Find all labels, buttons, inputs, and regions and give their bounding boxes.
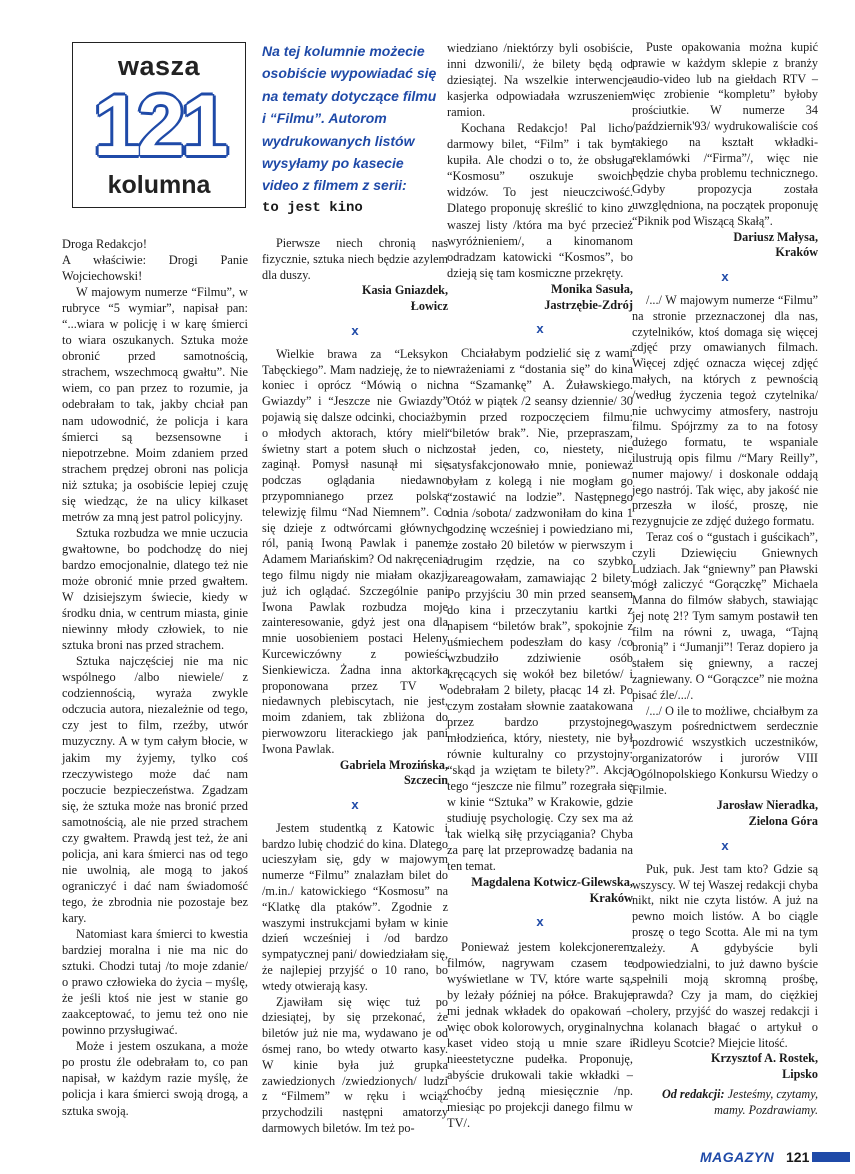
editor-note: [632, 1087, 818, 1119]
letter-separator: x: [721, 269, 729, 285]
letter-paragraph: Teraz coś o “gustach i guścikach”, czyli Dziewięciu Gniewnych Ludziach. Jak “gniewny” pan Pławski mógł zaliczyć “Gorączkę” Michaela Manna do filmów słabych, stawiając jej notę 2!? Tym samym postawił ten film na równi z, uwaga, “Tajną bronią” i “Jumanji”! Teraz dopiero ja stałem się gniewny, a raczej zagniewany. O “Gorączce” nie można pisać źle/.../.: [632, 529, 818, 702]
text-column-4: [632, 40, 818, 1119]
letter-signature: Jastrzębie-Zdrój: [544, 297, 633, 312]
letter-paragraph: /.../ W majowym numerze “Filmu” na stronie przeznaczonej dla nas, czytelników, ktoś domaga się więcej zdjęć przy omawianych filmach. Więcej zdjęć oznacza więcej zdjęć małych, na których z pewnością /według życzenia tegoż czytelnika/ nie uchwycimy atmosfery, nastroju filmu. Spójrzmy za to na fotosy dużego formatu, te wspaniale ilustrują opis filmu /“Mary Reilly”, numer majowy/ i doskonale oddają jego nastrój. Tak więc, aby jakość nie przeszła w ilość, proszę, nie rezygnujcie ze zdjęć dużego formatu.: [632, 292, 818, 529]
editor-note-label: Od redakcji:: [661, 1087, 725, 1101]
letter-signature: Kasia Gniazdek,: [361, 283, 448, 298]
letter-paragraph: Jestem studentką z Katowic i bardzo lubię chodzić do kina. Dlatego ucieszyłam się, gdy w majowym numerze “Filmu” znalazłam bilet do /m.in./ katowickiego “Kosmosu” na “Klatkę dla ptaków”. Zgodnie z waszymi instrukcjami byłam w kinie dzień wcześniej i /od bardzo sympatycznej pani/ dowiedziałam się, że najlepiej przyjść o 10 rano, bo wtedy otwierają kasy.: [262, 820, 448, 993]
editor-note-text: Jesteśmy, czytamy, mamy. Pozdrawiamy.: [714, 1087, 818, 1117]
page-footer: [700, 1146, 850, 1168]
letter-signature: Kraków: [589, 891, 633, 906]
page-number: 121: [786, 1149, 810, 1165]
letter-paragraph: Sztuka rozbudza we mnie uczucia gwałtowne, bo podchodzę do niej bardzo emocjonalnie, dlatego też nie może obronić mnie przed gwałtem. W dzisiejszym świecie, kiedy w środku dnia, w centrum miasta, ginie niewinny młody człowiek, to nie sztuka broni nas przed strachem.: [62, 525, 248, 653]
column-intro: [262, 40, 442, 219]
logo-word-bottom: kolumna: [107, 171, 211, 199]
logo-word-top: wasza: [117, 51, 201, 81]
letter-paragraph: Wielkie brawa za “Leksykon Tabęckiego”. Mam nadzieję, że to nie koniec i oprócz “Mówią o nich Gwiazdy” i “Jeszcze nie Gwiazdy” pojawią się dalsze odcinki, chociażby o młodych aktorach, który mieli świetny start a potem słuch o nich zaginął. Pomysł nasunął mi się podczas oglądania niedawno przypomnianego przez polską telewizję filmu “Nad Niemnem”. Co się dzieje z odtwórcami głównych ról, panią Iwoną Pawlak i panem Adamem Mariańskim? Od nakręcenia tego filmu nigdy nie miałam okazji już ich oglądać. Szczególnie pani Iwona Pawlak rozbudza moje zainteresowanie, gdyż jest ona dla mnie uosobieniem postaci Heleny Kurcewiczówny z powieści Sienkiewicza. Żadna inna aktorka proponowana przez TV w niedawnych plebiscytach, nie jest, moim zdaniem, tak zbliżona do pierwowzoru literackiego jak pani Iwona Pawlak.: [262, 346, 448, 756]
letter-paragraph: Chciałabym podzielić się z wami wrażeniami z “dostania się” do kina na “Szamankę” A. Żuławskiego. Otóż w piątek /2 seansy dziennie/ 30 min przed rozpoczęciem filmu: “biletów brak”. Nie, przepraszam, został jeden, co, niestety, nie satysfakcjonowało mnie, ponieważ byłam z kolegą i nie mogłam go “zostawić na lodzie”. Następnego dnia /sobota/ zadzwoniłam do kina 1 godzinę wcześniej i powiedziano mi, że zostało 20 biletów w pierwszym i drugim rzędzie, na co szybko zareagowałam, zamawiając 2 bilety. Po przyjściu 30 min przed seansem do kina i przeczytaniu kartki z napisem “biletów brak”, spokojnie z uśmiechem podeszłam do kasy /co wzbudziło zdziwienie osób kręcących się wokół bez biletów/ i odebrałam 2 bilety, płacąc 14 zł. Po czym zostałam słownie zaatakowana przez bardzo przystojnego młodzieńca, który, niestety, nie był równie kulturalny co przystojny: “skąd ja wziętam te bilety?”. Akcja tego “jeszcze nie filmu” rozegrała się w kinie “Sztuka” w Krakowie, gdzie studiuję psychologię. Czy sex ma aż tak wielką siłę przyciągania? Chyba za parę lat przeprowadzę badania na ten temat.: [447, 345, 633, 874]
letter-paragraph: Puk, puk. Jest tam kto? Gdzie są wszyscy. W tej Waszej redakcji chyba nikt, nikt nie czyta listów. A już na pewno moich listów. A bo ciągle proszę o tego Scotta. Ale mi na tym zależy. A gdybyście byli odpowiedzialni, to już dawno byście spełnili moją skromną prośbę, prawda? Czy ja mam, do ciężkiej cholery, przyjść do waszej redakcji i na kolanach błagać o artykuł o Ridleyu Scotcie? Miejcie litość.: [632, 861, 818, 1050]
text-column-2: [262, 236, 448, 1137]
letter-separator: x: [536, 320, 544, 336]
letter-separator: x: [351, 322, 359, 338]
letter-paragraph: /.../ O ile to możliwe, chciałbym za waszym pośrednictwem serdecznie pozdrowić wszystkich uczestników, organizatorów i jurorów VIII Ogólnopolskiego Konkursu Wiedzy o Filmie.: [632, 703, 818, 797]
letter-paragraph: Kochana Redakcjo! Pal licho darmowy bilet, “Film” i tak bym kupiła. Ale chodzi o to, że obsługa “Kosmosu” oszukuje swoich widzów. To jest nieuczciwość. Dlatego proponuję skreślić to kino z waszej listy /która ma być przecież wyróżnieniem/, a kinomanom odradzam katowicki “Kosmos”, bo dzieją się tam kosmiczne przekręty.: [447, 121, 633, 280]
text-column-3: [447, 40, 633, 1131]
logo-number: 121: [93, 78, 225, 174]
letter-signature: Szczecin: [404, 773, 448, 788]
letter-signature: Dariusz Małysa,: [733, 229, 818, 244]
letter-signature: Gabriela Mrozińska,: [339, 757, 448, 772]
intro-text: Na tej kolumnie możecie osobiście wypowiadać się na tematy dotyczące filmu i “Filmu”. Autorom wydrukowanych listów wysyłamy po kasecie video z filmem z serii:: [262, 43, 437, 194]
letter-separator: x: [351, 797, 359, 813]
letter-signature: Zielona Góra: [748, 814, 818, 829]
magazine-name: MAGAZYN: [700, 1149, 775, 1165]
letter-paragraph: Natomiast kara śmierci to kwestia bardziej moralna i nie ma nic do sztuki. Chodzi tutaj /to moje zdanie/ o prawo człowieka do życia – myślę, że jeśli ktoś nie jest w stanie go zaakceptować, to jemu też ono nie powinno przysługiwać.: [62, 927, 248, 1038]
letter-signature: Magdalena Kotwicz-Gilewska,: [471, 875, 633, 890]
letter-paragraph: Może i jestem oszukana, a może po prostu źle odebrałam to, co pan napisał, w każdym razie myślę, że policja i kara śmierci swoją drogą, a sztuka swoją.: [62, 1039, 248, 1118]
letter-paragraph: Pierwsze niech chronią nas fizycznie, sztuka niech będzie azylem dla duszy.: [262, 236, 448, 282]
letter-signature: Monika Sasuła,: [551, 281, 633, 296]
letter-paragraph: Ponieważ jestem kolekcjonerem filmów, nagrywam czasem te wyświetlane w TV, które warte są, by leżały później na półce. Brakuje mi jednak wkładek do opakowań – więc obok kolorowych, oryginalnych kaset video stoją u mnie szare i nieestetyczne pudełka. Proponuję, abyście drukowali takie wkładki – choćby jedną miesięcznie /np. miesiąc po projekcji danego filmu w TV/.: [447, 939, 633, 1131]
letter-paragraph: W majowym numerze “Filmu”, w rubryce “5 wymiar”, napisał pan: “...wiara w policję i w karę śmierci to wiara oszukanych. Sztuka może obronić przed samotnością, strachem, wszechmocą gwałtu”. Nie wiem, co pan przez to rozumie, ja odebrałam to tak, jakby chciał pan nam udowodnić, że policja i kara śmierci są bezsensowne i niepotrzebne. Moim zdaniem przed strachem prędzej obroni nas policja niż sztuka; ja osobiście lepiej czuję się wiedząc, że na ulicy kilkaset metrów za mną jest patrol policyjny.: [62, 285, 248, 524]
letter-signature: Jarosław Nieradka,: [716, 798, 818, 813]
text-column-1: [62, 236, 248, 1119]
letter-signature: Lipsko: [782, 1067, 818, 1082]
letter-paragraph: A właściwie: Drogi Panie Wojciechowski!: [62, 253, 248, 284]
letter-paragraph: Zjawiłam się więc tuż po dziesiątej, by się przekonać, że biletów już nie ma, wydawano je od ósmej rano, bo wtedy otwarto kasy. W kinie była już grupka zawiedzionych /zwiedzionych/ ludzi z “Filmem” w ręku i wciąż przychodzili następni amatorzy darmowych biletów. Im też po-: [262, 994, 448, 1136]
footer-bar: [812, 1152, 850, 1162]
column-logo: [72, 42, 246, 208]
letter-paragraph: wiedziano /niektórzy byli osobiście, inni dzwonili/, że bilety będą od dziesiątej. Na wszelkie interwencje kasjerka odpowiadała wzruszeniem ramion.: [447, 41, 633, 120]
letter-paragraph: Sztuka najczęściej nie ma nic wspólnego /albo niewiele/ z codziennością, wyraża zwykle odczucia autora, niezależnie od tego, czy jest to film, rzeźby, utwór muzyczny. A w tym całym błocie, w jakim my żyjemy, tylko coś rzeczywistego może dać nam poczucie bezpieczeństwa. Zgadzam się, że sztuka może nas bronić przed samotnością, ale nie przed strachem czy gwałtem. Prawdą jest też, że ani policja, ani kara śmierci nas od tego nie uwolnią, ale mogą to jakoś ograniczyć i dać nam świadomość tego, że zbrodnia nie pozostaje bez kary.: [62, 654, 248, 925]
letter-paragraph: Puste opakowania można kupić prawie w każdym sklepie z branży audio-video lub na giełdach RTV – więc zrobienie “kompletu” byłoby prościutkie. W numerze 34 /październik'93/ wydrukowaliście coś takiego na kształt wkładki-reklamówki /“Firma”/, więc nie będzie chyba problemu technicznego. Gdyby propozycja została uwzględniona, na początek proponuję “Piknik pod Wiszącą Skałą”.: [632, 40, 818, 228]
intro-series: to jest kino: [262, 199, 363, 216]
letter-signature: Łowicz: [410, 299, 448, 314]
letter-signature: Krzysztof A. Rostek,: [711, 1051, 818, 1066]
letter-signature: Kraków: [775, 245, 818, 260]
letter-separator: x: [721, 838, 729, 854]
letter-paragraph: Droga Redakcjo!: [62, 237, 147, 251]
letter-separator: x: [536, 914, 544, 930]
